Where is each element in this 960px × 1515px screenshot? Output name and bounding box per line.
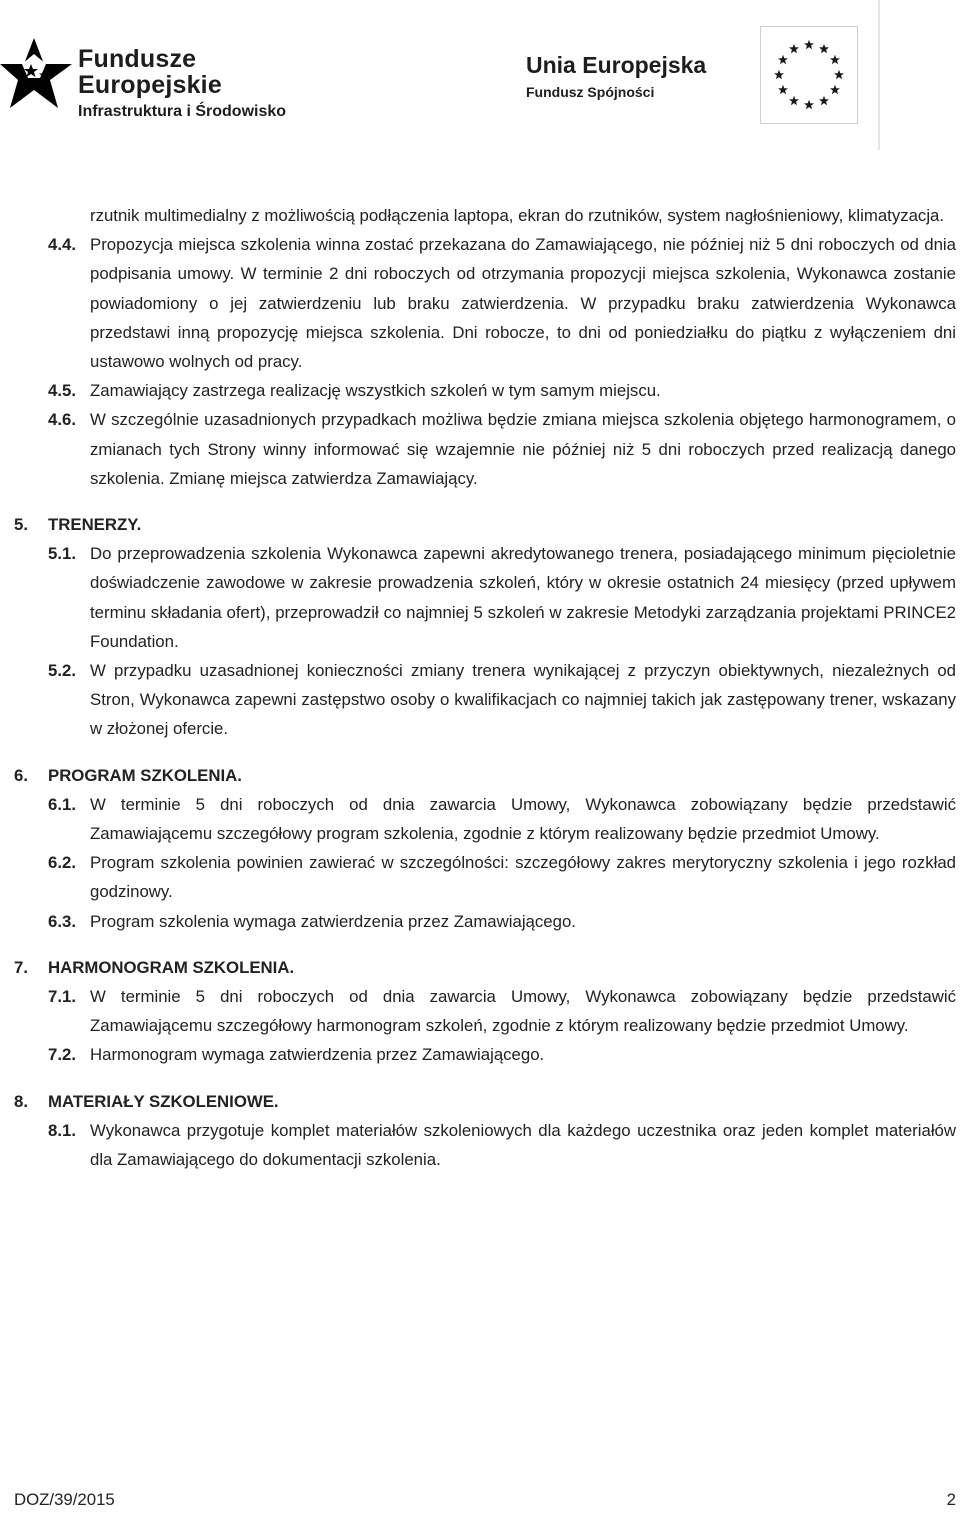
eu-star-icon bbox=[774, 70, 784, 79]
list-item bbox=[14, 982, 956, 1040]
item-number: 7.1. bbox=[48, 987, 76, 1007]
eu-star-icon bbox=[789, 96, 799, 105]
eu-star-icon bbox=[830, 85, 840, 94]
eu-star-icon bbox=[819, 44, 829, 53]
item-number: 6.2. bbox=[48, 853, 76, 873]
item-number: 7.2. bbox=[48, 1045, 76, 1065]
list-item bbox=[14, 230, 956, 376]
document-body bbox=[14, 201, 956, 1174]
section-heading bbox=[14, 761, 956, 790]
section-title: PROGRAM SZKOLENIA. bbox=[48, 765, 242, 785]
document-id: DOZ/39/2015 bbox=[14, 1490, 115, 1509]
list-item bbox=[14, 848, 956, 906]
item-number: 4.5. bbox=[48, 381, 76, 401]
item-text: W szczególnie uzasadnionych przypadkach możliwa będzie zmiana miejsca szkolenia objętego harmonogramem, o zmianach tych Strony winny informować się wzajemnie nie później niż 5 dni roboczych przed realizacją danego szkolenia. Zmianę miejsca zatwierdza Zamawiający. bbox=[90, 410, 956, 488]
section-number: 5. bbox=[14, 515, 28, 535]
item-number: 4.4. bbox=[48, 235, 76, 255]
section-number: 8. bbox=[14, 1091, 28, 1111]
list-item bbox=[14, 790, 956, 848]
eu-star-icon bbox=[778, 55, 788, 64]
item-number: 8.1. bbox=[48, 1120, 76, 1140]
page-header bbox=[0, 0, 960, 150]
item-text: W terminie 5 dni roboczych od dnia zawarcia Umowy, Wykonawca zobowiązany będzie przedstawić Zamawiającemu szczegółowy program szkolenia, zgodnie z którym realizowany będzie przedmiot Umowy. bbox=[90, 794, 956, 844]
item-number: 4.6. bbox=[48, 410, 76, 430]
item-text: Harmonogram wymaga zatwierdzenia przez Zamawiającego. bbox=[90, 1045, 545, 1065]
fundusze-europejskie-logo bbox=[0, 24, 300, 124]
section-heading bbox=[14, 1087, 956, 1116]
item-text: W terminie 5 dni roboczych od dnia zawarcia Umowy, Wykonawca zobowiązany będzie przedstawić Zamawiającemu szczegółowy harmonogram szkoleń, zgodnie z którym realizowany będzie przedmiot Umowy. bbox=[90, 987, 956, 1036]
item-number: 5.2. bbox=[48, 661, 76, 681]
item-text: Wykonawca przygotuje komplet materiałów szkoleniowych dla każdego uczestnika oraz jeden komplet materiałów dla Zamawiającego do dokumentacji szkolenia. bbox=[90, 1120, 956, 1170]
eu-star-icon bbox=[804, 100, 814, 109]
eu-flag-icon bbox=[760, 26, 858, 124]
page-number: 2 bbox=[946, 1490, 956, 1509]
list-item bbox=[14, 1040, 956, 1069]
logo-line-unia: Unia Europejska bbox=[526, 52, 707, 78]
section-title: HARMONOGRAM SZKOLENIA. bbox=[48, 957, 295, 977]
item-number: 5.1. bbox=[48, 544, 76, 564]
section-heading bbox=[14, 953, 956, 982]
unia-europejska-logo bbox=[520, 22, 880, 132]
section-number: 7. bbox=[14, 957, 28, 977]
eu-star-icon bbox=[778, 85, 788, 94]
section-number: 6. bbox=[14, 765, 28, 785]
header-divider bbox=[878, 0, 880, 150]
list-item bbox=[14, 1116, 956, 1174]
list-item bbox=[14, 539, 956, 656]
fundusze-europejskie-star-icon bbox=[0, 24, 74, 124]
section-title: TRENERZY. bbox=[48, 515, 142, 535]
eu-star-icon bbox=[819, 96, 829, 105]
logo-line-fundusze: Fundusze bbox=[78, 45, 197, 73]
item-text: Zamawiający zastrzega realizację wszystkich szkoleń w tym samym miejscu. bbox=[90, 381, 661, 401]
logo-line-program: Infrastruktura i Środowisko bbox=[78, 103, 287, 120]
item-text: Propozycja miejsca szkolenia winna zostać przekazana do Zamawiającego, nie później niż 5 dni roboczych od dnia podpisania umowy. W terminie 2 dni roboczych od otrzymania propozycji miejsca szkolenia, Wykonawca zostanie powiadomiony o jej zatwierdzeniu lub braku zatwierdzenia. W przypadku braku zatwierdzenia Wykonawca przedstawi inną propozycję miejsca szkolenia. Dni robocze, to dni od poniedziałku do piątku z wyłączeniem dni ustawowo wolnych od pracy. bbox=[90, 235, 956, 372]
item-text: Program szkolenia wymaga zatwierdzenia przez Zamawiającego. bbox=[90, 911, 576, 931]
list-item bbox=[14, 656, 956, 744]
section-heading bbox=[14, 510, 956, 539]
eu-star-icon bbox=[804, 40, 814, 49]
item-number: 6.1. bbox=[48, 794, 76, 814]
item-text: W przypadku uzasadnionej konieczności zmiany trenera wynikającej z przyczyn obiektywnych, niezależnych od Stron, Wykonawca zapewni zastępstwo osoby o kwalifikacjach co najmniej takich jak zastępowany trener, wskazany w złożonej ofercie. bbox=[90, 661, 956, 739]
item-text: Program szkolenia powinien zawierać w szczególności: szczegółowy zakres merytoryczny szkolenia i jego rozkład godzinowy. bbox=[90, 853, 956, 902]
section-title: MATERIAŁY SZKOLENIOWE. bbox=[48, 1091, 279, 1111]
eu-star-icon bbox=[789, 44, 799, 53]
item-text: Do przeprowadzenia szkolenia Wykonawca zapewni akredytowanego trenera, posiadającego minimum pięcioletnie doświadczenie zawodowe w zakresie prowadzenia szkoleń, który w okresie ostatnich 24 miesięcy (przed upływem terminu składania ofert), przeprowadził co najmniej 5 szkoleń w zakresie Metodyki zarządzania projektami PRINCE2 Foundation. bbox=[90, 544, 956, 651]
logo-line-fundusz: Fundusz Spójności bbox=[526, 84, 655, 100]
list-item bbox=[14, 376, 956, 405]
item-number: 6.3. bbox=[48, 911, 76, 931]
logo-line-europejskie: Europejskie bbox=[78, 71, 222, 99]
eu-star-icon bbox=[830, 55, 840, 64]
eu-star-icon bbox=[834, 70, 844, 79]
intro-paragraph: rzutnik multimedialny z możliwością podłączenia laptopa, ekran do rzutników, system nagłośnieniowy, klimatyzacja. bbox=[90, 206, 945, 225]
list-item bbox=[14, 907, 956, 936]
list-item bbox=[14, 405, 956, 493]
